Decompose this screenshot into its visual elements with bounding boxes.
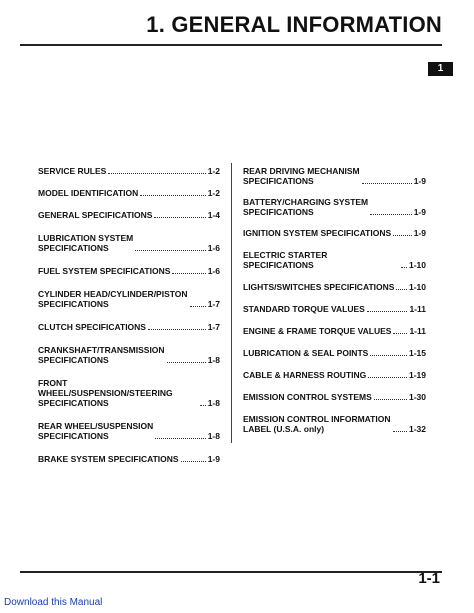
toc-entry-page: 1-2 (207, 188, 220, 198)
toc-entry-label: REAR DRIVING MECHANISM SPECIFICATIONS (243, 166, 360, 186)
toc-entry-page: 1-10 (408, 282, 426, 292)
toc-entry[interactable] (38, 322, 220, 332)
toc-entry-page: 1-15 (408, 348, 426, 358)
leader-dots (200, 405, 206, 406)
toc-entry[interactable] (243, 326, 426, 336)
toc-entry-label: CABLE & HARNESS ROUTING (243, 370, 367, 380)
toc-entry-label: SERVICE RULES (38, 166, 107, 176)
leader-dots (167, 362, 206, 363)
toc-entry[interactable] (243, 370, 426, 380)
leader-dots (135, 250, 205, 251)
toc-entry-label: LUBRICATION SYSTEM SPECIFICATIONS (38, 233, 134, 253)
toc-entry[interactable] (243, 166, 426, 186)
leader-dots (362, 183, 412, 184)
leader-dots (140, 195, 205, 196)
page-title: 1. GENERAL INFORMATION (146, 12, 442, 37)
toc-entry-label: IGNITION SYSTEM SPECIFICATIONS (243, 228, 392, 238)
toc-entry[interactable] (38, 345, 220, 365)
leader-dots (108, 173, 205, 174)
toc-entry-page: 1-30 (408, 392, 426, 402)
leader-dots (155, 438, 205, 439)
toc-entry-page: 1-8 (207, 398, 220, 408)
toc-entry-label: REAR WHEEL/SUSPENSION SPECIFICATIONS (38, 421, 154, 441)
leader-dots (367, 311, 408, 312)
toc-entry[interactable] (38, 378, 220, 408)
leader-dots (190, 306, 206, 307)
toc-entry[interactable] (243, 414, 426, 434)
leader-dots (393, 431, 407, 432)
leader-dots (172, 273, 205, 274)
toc-entry[interactable] (38, 454, 220, 464)
toc-entry-page: 1-9 (207, 454, 220, 464)
toc-entry[interactable] (38, 166, 220, 176)
section-tab: 1 (428, 62, 453, 76)
toc-entry[interactable] (38, 233, 220, 253)
toc-entry-label: BATTERY/CHARGING SYSTEM SPECIFICATIONS (243, 197, 369, 217)
toc-entry-label: ELECTRIC STARTER SPECIFICATIONS (243, 250, 328, 270)
leader-dots (393, 333, 407, 334)
leader-dots (401, 267, 407, 268)
leader-dots (393, 235, 412, 236)
toc-entry[interactable] (243, 282, 426, 292)
toc-entry-page: 1-10 (408, 260, 426, 270)
toc-entry-page: 1-32 (408, 424, 426, 434)
toc-entry-page: 1-8 (207, 431, 220, 441)
leader-dots (148, 329, 206, 330)
toc-entry-page: 1-6 (207, 243, 220, 253)
toc-entry-page: 1-4 (207, 210, 220, 220)
toc-entry-label: MODEL IDENTIFICATION (38, 188, 139, 198)
toc-entry-label: EMISSION CONTROL INFORMATION LABEL (U.S.A. only) (243, 414, 391, 434)
leader-dots (396, 289, 407, 290)
toc-entry-label: EMISSION CONTROL SYSTEMS (243, 392, 372, 402)
toc-entry[interactable] (243, 348, 426, 358)
toc-entry[interactable] (38, 266, 220, 276)
toc-entry-label: BRAKE SYSTEM SPECIFICATIONS (38, 454, 179, 464)
toc-entry[interactable] (38, 421, 220, 441)
toc-entry-label: LIGHTS/SWITCHES SPECIFICATIONS (243, 282, 395, 292)
toc-entry-label: LUBRICATION & SEAL POINTS (243, 348, 369, 358)
toc-entry-page: 1-6 (207, 266, 220, 276)
leader-dots (154, 217, 205, 218)
toc-entry-label: STANDARD TORQUE VALUES (243, 304, 365, 314)
toc-entry-label: CRANKSHAFT/TRANSMISSION SPECIFICATIONS (38, 345, 165, 365)
toc-entry-label: CLUTCH SPECIFICATIONS (38, 322, 146, 332)
toc-entry-page: 1-9 (413, 176, 426, 186)
toc-entry-label: FUEL SYSTEM SPECIFICATIONS (38, 266, 171, 276)
toc-entry-page: 1-9 (413, 228, 426, 238)
toc-entry-page: 1-19 (408, 370, 426, 380)
toc-entry[interactable] (38, 188, 220, 198)
toc-entry-label: GENERAL SPECIFICATIONS (38, 210, 153, 220)
toc-entry-label: CYLINDER HEAD/CYLINDER/PISTON SPECIFICATIONS (38, 289, 188, 309)
toc-entry[interactable] (38, 289, 220, 309)
leader-dots (181, 461, 206, 462)
leader-dots (370, 355, 407, 356)
toc-entry-page: 1-8 (207, 355, 220, 365)
toc-right-column (243, 166, 426, 434)
toc-entry[interactable] (243, 304, 426, 314)
download-manual-link[interactable]: Download this Manual (4, 597, 103, 608)
toc-entry[interactable] (243, 197, 426, 217)
toc-entry[interactable] (243, 250, 426, 270)
title-rule (20, 44, 442, 46)
toc-entry-page: 1-7 (207, 299, 220, 309)
footer-rule (20, 571, 442, 573)
toc-entry-page: 1-11 (409, 304, 426, 314)
toc-entry-page: 1-7 (207, 322, 220, 332)
leader-dots (374, 399, 407, 400)
column-divider (231, 163, 232, 443)
toc-entry-label: FRONT WHEEL/SUSPENSION/STEERING SPECIFICATIONS (38, 378, 173, 408)
page-number: 1-1 (418, 570, 440, 587)
toc-left-column (38, 166, 220, 464)
toc-entry[interactable] (243, 228, 426, 238)
toc-entry-page: 1-9 (413, 207, 426, 217)
toc-entry-page: 1-2 (207, 166, 220, 176)
toc-entry[interactable] (243, 392, 426, 402)
toc-entry-page: 1-11 (409, 326, 426, 336)
leader-dots (368, 377, 407, 378)
toc-entry[interactable] (38, 210, 220, 220)
leader-dots (370, 214, 412, 215)
toc-entry-label: ENGINE & FRAME TORQUE VALUES (243, 326, 392, 336)
